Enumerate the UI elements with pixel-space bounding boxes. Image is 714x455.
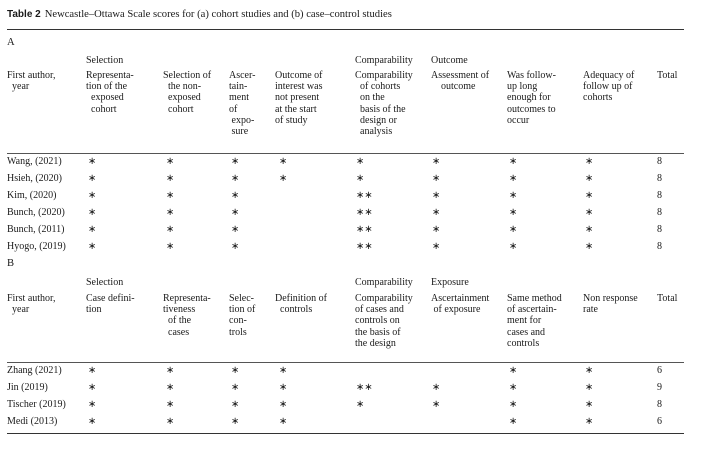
score-star: ∗: [166, 365, 175, 376]
section-a-header-rule: [7, 153, 684, 154]
score-star: ∗∗: [356, 382, 373, 393]
score-star: ∗: [88, 382, 97, 393]
score-star: ∗: [231, 416, 240, 427]
row-author: Hyogo, (2019): [7, 241, 66, 252]
score-star: ∗: [279, 399, 288, 410]
score-star: ∗: [88, 365, 97, 376]
score-star: ∗: [231, 399, 240, 410]
score-star: ∗: [509, 416, 518, 427]
score-star: ∗: [231, 365, 240, 376]
b-group-selection: Selection: [86, 277, 124, 288]
score-star: ∗: [432, 399, 441, 410]
score-star: ∗: [88, 173, 97, 184]
score-star: ∗: [279, 416, 288, 427]
headA-col-9: Total: [657, 70, 678, 81]
score-star: ∗: [88, 207, 97, 218]
b-group-exposure: Exposure: [431, 277, 469, 288]
score-star: ∗: [88, 224, 97, 235]
score-star: ∗∗: [356, 190, 373, 201]
a-group-comparability: Comparability: [355, 55, 413, 66]
score-star: ∗: [279, 382, 288, 393]
b-group-comparability: Comparability: [355, 277, 413, 288]
headA-col-4: Outcome of interest was not present at the start of study: [275, 70, 323, 126]
score-star: ∗: [509, 173, 518, 184]
score-star: ∗: [585, 241, 594, 252]
score-star: ∗: [509, 382, 518, 393]
row-author: Bunch, (2020): [7, 207, 65, 218]
score-star: ∗: [166, 224, 175, 235]
table-label: Table 2: [7, 9, 41, 20]
score-star: ∗∗: [356, 241, 373, 252]
row-author: Zhang (2021): [7, 365, 62, 376]
score-star: ∗: [585, 190, 594, 201]
score-star: ∗: [166, 416, 175, 427]
score-star: ∗: [509, 156, 518, 167]
headA-col-8: Adequacy of follow up of cohorts: [583, 70, 635, 104]
score-star: ∗: [88, 241, 97, 252]
row-total: 8: [657, 399, 662, 410]
row-author: Wang, (2021): [7, 156, 62, 167]
row-total: 9: [657, 382, 662, 393]
score-star: ∗: [585, 365, 594, 376]
score-star: ∗: [231, 190, 240, 201]
score-star: ∗: [432, 173, 441, 184]
score-star: ∗: [356, 399, 365, 410]
section-b-label: B: [7, 258, 15, 269]
row-author: Jin (2019): [7, 382, 48, 393]
score-star: ∗: [279, 173, 288, 184]
headA-col-0: First author, year: [7, 70, 56, 93]
score-star: ∗: [585, 399, 594, 410]
score-star: ∗: [356, 156, 365, 167]
score-star: ∗: [509, 399, 518, 410]
score-star: ∗: [166, 173, 175, 184]
headB-col-2: Representa- tiveness of the cases: [163, 293, 211, 338]
score-star: ∗: [231, 173, 240, 184]
score-star: ∗: [509, 241, 518, 252]
score-star: ∗: [231, 241, 240, 252]
row-total: 8: [657, 207, 662, 218]
row-total: 8: [657, 241, 662, 252]
score-star: ∗: [432, 190, 441, 201]
score-star: ∗: [231, 156, 240, 167]
score-star: ∗∗: [356, 224, 373, 235]
headB-col-5: Comparability of cases and controls on the basis of the design: [355, 293, 413, 349]
headB-col-3: Selec- tion of con- trols: [229, 293, 256, 338]
score-star: ∗∗: [356, 207, 373, 218]
row-total: 8: [657, 173, 662, 184]
headA-col-2: Selection of the non- exposed cohort: [163, 70, 212, 115]
row-total: 6: [657, 416, 662, 427]
headB-col-6: Ascertainment of exposure: [431, 293, 490, 316]
score-star: ∗: [432, 207, 441, 218]
score-star: ∗: [166, 190, 175, 201]
score-star: ∗: [432, 224, 441, 235]
row-total: 8: [657, 190, 662, 201]
top-rule: [7, 29, 684, 30]
score-star: ∗: [585, 156, 594, 167]
score-star: ∗: [166, 156, 175, 167]
headA-col-3: Ascer- tain- ment of expo- sure: [229, 70, 256, 138]
score-star: ∗: [585, 382, 594, 393]
row-total: 6: [657, 365, 662, 376]
a-group-selection: Selection: [86, 55, 124, 66]
score-star: ∗: [88, 190, 97, 201]
a-group-outcome: Outcome: [431, 55, 468, 66]
row-author: Medi (2013): [7, 416, 58, 427]
section-b-header-rule: [7, 362, 684, 363]
score-star: ∗: [279, 156, 288, 167]
row-author: Bunch, (2011): [7, 224, 65, 235]
headA-col-5: Comparability of cohorts on the basis of the design or analysis: [355, 70, 413, 138]
score-star: ∗: [279, 365, 288, 376]
score-star: ∗: [231, 207, 240, 218]
score-star: ∗: [88, 416, 97, 427]
table-title: Newcastle–Ottawa Scale scores for (a) cohort studies and (b) case–control studies: [44, 9, 392, 20]
score-star: ∗: [585, 173, 594, 184]
score-star: ∗: [432, 382, 441, 393]
score-star: ∗: [509, 207, 518, 218]
score-star: ∗: [432, 241, 441, 252]
headB-col-8: Non response rate: [583, 293, 638, 316]
bottom-rule: [7, 433, 684, 434]
row-total: 8: [657, 224, 662, 235]
row-author: Kim, (2020): [7, 190, 57, 201]
headA-col-1: Representa- tion of the exposed cohort: [86, 70, 134, 115]
score-star: ∗: [166, 241, 175, 252]
score-star: ∗: [432, 156, 441, 167]
score-star: ∗: [166, 399, 175, 410]
headB-col-1: Case defini- tion: [86, 293, 135, 316]
headB-col-9: Total: [657, 293, 678, 304]
headB-col-0: First author, year: [7, 293, 56, 316]
headA-col-7: Was follow- up long enough for outcomes to occur: [507, 70, 556, 126]
headB-col-4: Definition of controls: [275, 293, 327, 316]
score-star: ∗: [585, 416, 594, 427]
score-star: ∗: [509, 224, 518, 235]
score-star: ∗: [88, 156, 97, 167]
score-star: ∗: [231, 382, 240, 393]
score-star: ∗: [166, 207, 175, 218]
table-caption: [7, 9, 392, 20]
score-star: ∗: [356, 173, 365, 184]
score-star: ∗: [509, 365, 518, 376]
headA-col-6: Assessment of outcome: [431, 70, 490, 93]
score-star: ∗: [509, 190, 518, 201]
score-star: ∗: [585, 224, 594, 235]
score-star: ∗: [166, 382, 175, 393]
score-star: ∗: [585, 207, 594, 218]
row-author: Hsieh, (2020): [7, 173, 62, 184]
row-total: 8: [657, 156, 662, 167]
score-star: ∗: [231, 224, 240, 235]
score-star: ∗: [88, 399, 97, 410]
section-a-label: A: [7, 37, 15, 48]
headB-col-7: Same method of ascertain- ment for cases and controls: [507, 293, 562, 349]
row-author: Tischer (2019): [7, 399, 66, 410]
